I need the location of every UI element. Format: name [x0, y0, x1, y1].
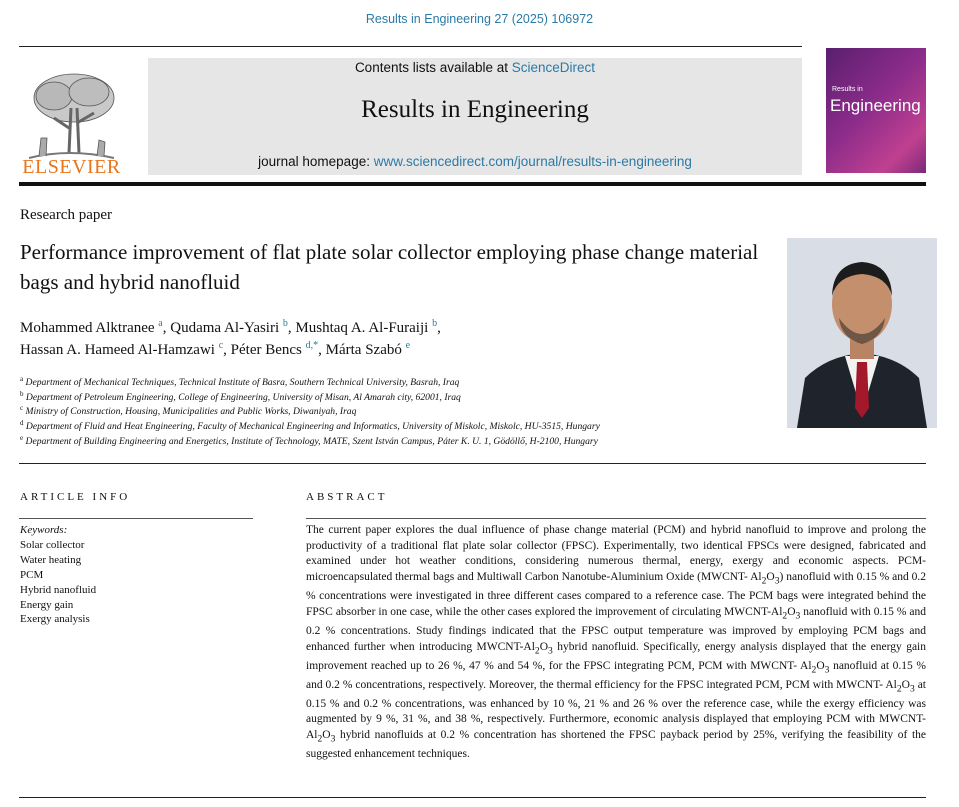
abstract-text: at 0.15 % and 0.2 % concentrations, was enhanced by 10 %, 21 % and 26 % over the reference case, while the exergy efficiency was augmented by 9 %, 31 %, and 38 %, respectively. Furthermore, economic analysis displayed that employing PCM with MWCNT-Al: [306, 678, 926, 741]
author-affiliation-marker[interactable]: c: [218, 340, 224, 351]
author-photo: [787, 238, 937, 428]
elsevier-wordmark: ELSEVIER: [22, 156, 121, 178]
keyword-item: Solar collector: [20, 539, 85, 551]
abstract-text: O: [816, 659, 825, 672]
footer-rule: [19, 797, 926, 798]
subscript: 3: [774, 575, 780, 587]
abstract-text: O: [787, 605, 796, 618]
author-separator: ,: [437, 320, 441, 336]
cover-small-text: Results in: [832, 86, 863, 93]
author-separator: ,: [318, 342, 326, 358]
author-line-2: [20, 340, 410, 359]
abstract-text: hybrid nanofluids at 0.2 % concentration has shortened the FPSC payback period by 25%, verifying the feasibility of the suggested enhancement techniques.: [306, 728, 926, 760]
abstract-text: O: [901, 678, 910, 691]
keyword-item: Exergy analysis: [20, 613, 90, 625]
contents-prefix: Contents lists available at: [354, 60, 512, 75]
author-name[interactable]: Qudama Al-Yasiri: [170, 320, 280, 336]
author-separator: ,: [162, 320, 171, 336]
abstract-text: O: [766, 571, 775, 584]
subscript: 3: [824, 663, 830, 675]
subscript: 2: [811, 663, 817, 675]
affiliation-text: Department of Fluid and Heat Engineering, Faculty of Mechanical Engineering and Informatics, University of Miskolc, Miskolc, HU-3515, Hungary: [25, 421, 600, 433]
affiliation-e: [20, 434, 598, 447]
subscript: 2: [782, 610, 788, 622]
author-name[interactable]: Mohammed Alktranee: [20, 320, 155, 336]
author-separator: ,: [287, 320, 296, 336]
author-name[interactable]: Hassan A. Hameed Al-Hamzawi: [20, 342, 215, 358]
author-affiliation-marker[interactable]: d,*: [305, 340, 319, 351]
abstract-text: O: [539, 640, 549, 653]
affiliation-key: d: [20, 419, 24, 427]
author-name[interactable]: Péter Bencs: [230, 342, 302, 358]
author-affiliation-marker[interactable]: b: [282, 318, 288, 329]
affiliation-a: [20, 375, 459, 388]
homepage-prefix: journal homepage:: [258, 154, 374, 169]
affiliation-text: Ministry of Construction, Housing, Municipalities and Public Works, Diwaniyah, Iraq: [25, 406, 357, 418]
homepage-line: [148, 154, 802, 169]
keyword-item: Water heating: [20, 554, 82, 566]
sciencedirect-link[interactable]: ScienceDirect: [511, 60, 596, 75]
keywords-label: Keywords:: [20, 524, 68, 536]
abstract-text: ) nanofluid with 0.15 % and 0.2 % concentrations were investigated in three different cases compared to a reference case. The PCM bags were integrated behind the FPSC absorber in one case, while the other cases explored the improvement of circulating MWCNT-Al: [306, 571, 926, 618]
author-affiliation-marker[interactable]: a: [158, 318, 163, 329]
affiliation-d: [20, 419, 600, 432]
subscript: 3: [548, 644, 553, 656]
subscript: 2: [534, 644, 540, 656]
abstract-text: nanofluid at 0.15 % and 0.2 % concentrations, respectively. Moreover, the thermal efficiency for the FPSC integrated PCM, PCM with MWCNT- Al: [306, 659, 926, 691]
author-name[interactable]: Mushtaq A. Al-Furaiji: [295, 320, 429, 336]
journal-title: Results in Engineering: [361, 96, 589, 123]
abstract-heading: ABSTRACT: [306, 491, 388, 503]
article-info-heading: ARTICLE INFO: [20, 491, 131, 503]
affiliation-text: Department of Mechanical Techniques, Technical Institute of Basra, Southern Technical University, Basrah, Iraq: [25, 377, 460, 389]
abstract-text: O: [322, 728, 331, 741]
author-line-1: [20, 318, 441, 337]
contents-line: [148, 60, 802, 75]
affiliation-key: b: [20, 390, 24, 398]
journal-homepage-link[interactable]: www.sciencedirect.com/journal/results-in-engineering: [373, 154, 692, 169]
subscript: 2: [896, 682, 902, 694]
journal-citation[interactable]: Results in Engineering 27 (2025) 106972: [365, 12, 594, 26]
author-affiliation-marker[interactable]: e: [405, 340, 411, 351]
abstract-body: [306, 523, 926, 766]
header-bottom-rule: [19, 182, 926, 186]
affiliation-key: e: [20, 434, 24, 442]
subscript: 2: [761, 575, 767, 587]
abstract-rule: [306, 518, 926, 519]
author-name[interactable]: Márta Szabó: [325, 342, 402, 358]
affiliation-text: Department of Petroleum Engineering, College of Engineering, University of Misan, Al Amarah city, 62001, Iraq: [25, 392, 461, 404]
keyword-item: PCM: [20, 569, 44, 581]
keyword-item: Hybrid nanofluid: [20, 584, 97, 596]
article-title: Performance improvement of flat plate solar collector employing phase change material bags and hybrid nanofluid: [20, 240, 759, 294]
author-affiliation-marker[interactable]: b: [432, 318, 438, 329]
affiliation-c: [20, 404, 356, 417]
abstract-text: The current paper explores the dual influence of phase change material (PCM) and hybrid nanofluid to improve and prolong the productivity of a traditional flat plate solar collector (FPSC). Experimentally, two identical FPSCs were designed, fabricated and examined under hot weather conditions, considering numerous thermal, energy, exergy and economic aspects. PCM-microencapsulated thermal bags and Multiwall Carbon Nanotube-Aluminium Oxide (MWCNT- Al: [306, 524, 926, 584]
author-separator: ,: [223, 342, 231, 358]
affiliation-text: Department of Building Engineering and Energetics, Institute of Technology, MATE, Szent István Campus, Páter K. U. 1, Gödöllő, H-2100, Hungary: [25, 436, 598, 448]
subscript: 3: [909, 682, 915, 694]
title-block-rule: [19, 463, 926, 464]
header-top-rule: [19, 46, 802, 47]
affiliation-key: a: [20, 375, 24, 383]
keyword-item: Energy gain: [20, 599, 74, 611]
subscript: 3: [795, 610, 801, 622]
article-info-rule: [19, 518, 253, 519]
abstract-text: nanofluid with 0.15 % and 0.2 % concentrations. Study findings indicated that the FPSC output temperature was improved by employing PCM bags and enhanced further when introducing MWCNT-Al: [306, 605, 926, 653]
cover-big-text: Engineering: [830, 96, 921, 115]
affiliation-b: [20, 390, 461, 403]
subscript: 3: [330, 733, 336, 745]
affiliation-key: c: [20, 404, 24, 412]
abstract-text: hybrid nanofluid. Specifically, energy analysis displayed that the energy gain improvement reached up to 26 %, 47 % and 54 %, for the FPSC integrating PCM, PCM with MWCNT- Al: [306, 640, 926, 672]
article-type: Research paper: [20, 207, 113, 223]
subscript: 2: [317, 733, 323, 745]
